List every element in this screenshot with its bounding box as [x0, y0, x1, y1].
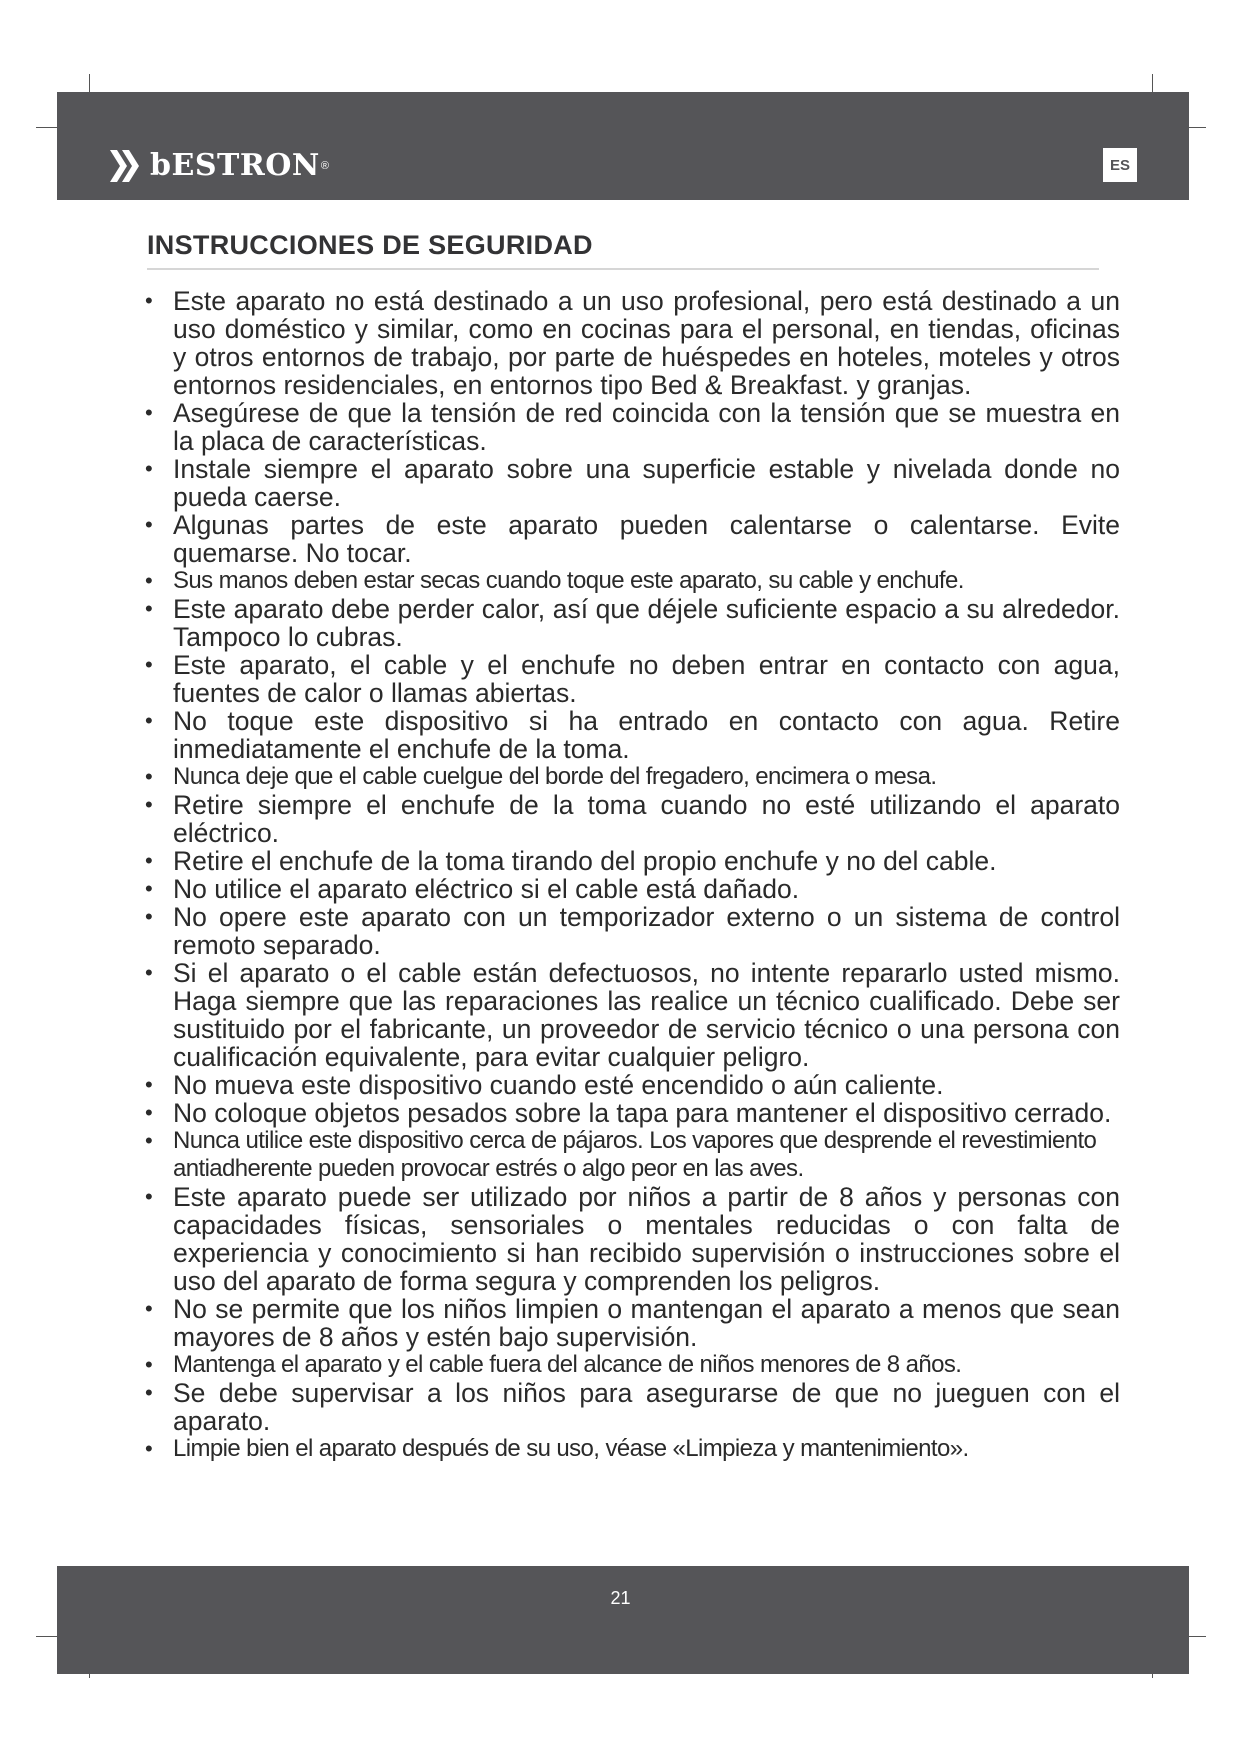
list-item: • Se debe supervisar a los niños para asegurarse de que no jueguen con el aparato.	[145, 1379, 1120, 1435]
list-item: • Este aparato debe perder calor, así que déjele suficiente espacio a su alrededor. Tampoco lo cubras.	[145, 595, 1120, 651]
list-item: • No mueva este dispositivo cuando esté encendido o aún caliente.	[145, 1071, 1120, 1099]
language-badge: ES	[1103, 148, 1137, 182]
brand-name: bESTRON	[150, 148, 320, 183]
page-title: INSTRUCCIONES DE SEGURIDAD	[147, 230, 593, 260]
list-item: • No opere este aparato con un temporizador externo o un sistema de control remoto separado.	[145, 903, 1120, 959]
list-item: • Si el aparato o el cable están defectuosos, no intente repararlo usted mismo. Haga siempre que las reparaciones las realice un técnico cualificado. Debe ser sustituido por el fabricante, un proveedor de servicio técnico o una persona con cualificación equivalente, para evitar cualquier peligro.	[145, 959, 1120, 1071]
list-item: • No toque este dispositivo si ha entrado en contacto con agua. Retire inmediatamente el enchufe de la toma.	[145, 707, 1120, 763]
list-item: • Nunca deje que el cable cuelgue del borde del fregadero, encimera o mesa.	[145, 763, 1120, 791]
safety-instructions-list	[145, 287, 1120, 1463]
brand-logo	[108, 142, 329, 190]
footer-bar	[57, 1566, 1189, 1674]
page-number: 21	[610, 1588, 631, 1608]
list-item: • Sus manos deben estar secas cuando toque este aparato, su cable y enchufe.	[145, 567, 1120, 595]
list-item: • No se permite que los niños limpien o mantengan el aparato a menos que sean mayores de 8 años y estén bajo supervisión.	[145, 1295, 1120, 1351]
list-item: • Instale siempre el aparato sobre una superficie estable y nivelada donde no pueda caerse.	[145, 455, 1120, 511]
chevron-logo-icon	[108, 146, 142, 186]
list-item: • Mantenga el aparato y el cable fuera del alcance de niños menores de 8 años.	[145, 1351, 1120, 1379]
registered-mark: ®	[320, 160, 329, 172]
list-item: • Nunca utilice este dispositivo cerca de pájaros. Los vapores que desprende el revestimiento antiadherente pueden provocar estrés o algo peor en las aves.	[145, 1127, 1120, 1183]
list-item: • Algunas partes de este aparato pueden calentarse o calentarse. Evite quemarse. No tocar.	[145, 511, 1120, 567]
list-item: • No utilice el aparato eléctrico si el cable está dañado.	[145, 875, 1120, 903]
list-item: • Limpie bien el aparato después de su uso, véase «Limpieza y mantenimiento».	[145, 1435, 1120, 1463]
list-item: • No coloque objetos pesados sobre la tapa para mantener el dispositivo cerrado.	[145, 1099, 1120, 1127]
title-divider	[147, 268, 1099, 270]
list-item: • Este aparato no está destinado a un uso profesional, pero está destinado a un uso doméstico y similar, como en cocinas para el personal, en tiendas, oficinas y otros entornos de trabajo, por parte de huéspedes en hoteles, moteles y otros entornos residenciales, en entornos tipo Bed & Breakfast. y granjas.	[145, 287, 1120, 399]
list-item: • Retire siempre el enchufe de la toma cuando no esté utilizando el aparato eléctrico.	[145, 791, 1120, 847]
list-item: • Asegúrese de que la tensión de red coincida con la tensión que se muestra en la placa de características.	[145, 399, 1120, 455]
list-item: • Retire el enchufe de la toma tirando del propio enchufe y no del cable.	[145, 847, 1120, 875]
list-item: • Este aparato, el cable y el enchufe no deben entrar en contacto con agua, fuentes de calor o llamas abiertas.	[145, 651, 1120, 707]
list-item: • Este aparato puede ser utilizado por niños a partir de 8 años y personas con capacidades físicas, sensoriales o mentales reducidas o con falta de experiencia y conocimiento si han recibido supervisión o instrucciones sobre el uso del aparato de forma segura y comprenden los peligros.	[145, 1183, 1120, 1295]
